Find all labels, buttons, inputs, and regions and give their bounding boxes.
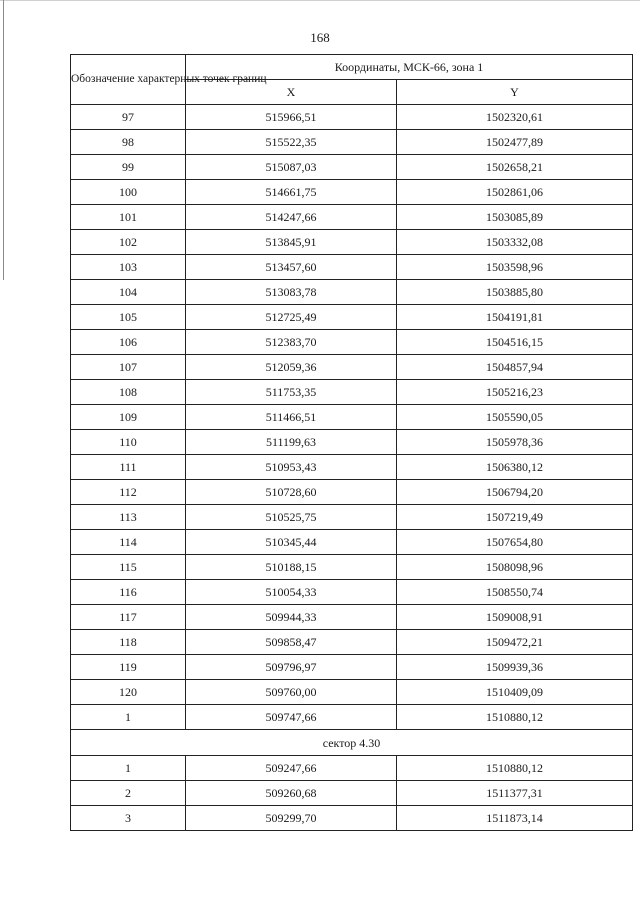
cell-x: 511753,35	[186, 380, 397, 405]
header-coordinates-group: Координаты, МСК-66, зона 1	[186, 55, 633, 80]
cell-point: 106	[71, 330, 186, 355]
cell-x: 509760,00	[186, 680, 397, 705]
table-body-section	[71, 756, 633, 831]
table-body-main	[71, 105, 633, 730]
cell-x: 510188,15	[186, 555, 397, 580]
cell-point: 112	[71, 480, 186, 505]
cell-y: 1507219,49	[397, 505, 633, 530]
cell-y: 1510880,12	[397, 705, 633, 730]
cell-y: 1505216,23	[397, 380, 633, 405]
cell-x: 513457,60	[186, 255, 397, 280]
table-row	[71, 155, 633, 180]
cell-y: 1511377,31	[397, 781, 633, 806]
cell-y: 1510880,12	[397, 756, 633, 781]
cell-x: 514661,75	[186, 180, 397, 205]
cell-x: 512383,70	[186, 330, 397, 355]
cell-point: 111	[71, 455, 186, 480]
cell-y: 1506794,20	[397, 480, 633, 505]
table-row	[71, 305, 633, 330]
cell-x: 509299,70	[186, 806, 397, 831]
cell-x: 509944,33	[186, 605, 397, 630]
cell-point: 114	[71, 530, 186, 555]
cell-y: 1505978,36	[397, 430, 633, 455]
table-row	[71, 355, 633, 380]
table-row	[71, 205, 633, 230]
section-row	[71, 730, 633, 756]
cell-point: 118	[71, 630, 186, 655]
cell-y: 1506380,12	[397, 455, 633, 480]
cell-point: 100	[71, 180, 186, 205]
cell-y: 1502861,06	[397, 180, 633, 205]
cell-y: 1504857,94	[397, 355, 633, 380]
cell-x: 515966,51	[186, 105, 397, 130]
coordinates-table	[70, 54, 633, 831]
table-row	[71, 655, 633, 680]
table-row	[71, 405, 633, 430]
cell-point: 3	[71, 806, 186, 831]
table-row	[71, 230, 633, 255]
cell-point: 119	[71, 655, 186, 680]
cell-y: 1503332,08	[397, 230, 633, 255]
cell-y: 1502320,61	[397, 105, 633, 130]
cell-y: 1508098,96	[397, 555, 633, 580]
table-row	[71, 280, 633, 305]
cell-y: 1502658,21	[397, 155, 633, 180]
table-row	[71, 630, 633, 655]
cell-point: 105	[71, 305, 186, 330]
section-divider	[71, 730, 633, 756]
cell-point: 120	[71, 680, 186, 705]
table-row	[71, 605, 633, 630]
table-row	[71, 180, 633, 205]
cell-y: 1502477,89	[397, 130, 633, 155]
cell-x: 510054,33	[186, 580, 397, 605]
cell-x: 510728,60	[186, 480, 397, 505]
table-row	[71, 756, 633, 781]
table-row	[71, 530, 633, 555]
table-row	[71, 130, 633, 155]
cell-point: 1	[71, 705, 186, 730]
cell-y: 1503085,89	[397, 205, 633, 230]
table-row	[71, 555, 633, 580]
table-row	[71, 330, 633, 355]
cell-x: 509247,66	[186, 756, 397, 781]
table-row	[71, 680, 633, 705]
table-row	[71, 806, 633, 831]
cell-point: 104	[71, 280, 186, 305]
cell-y: 1504191,81	[397, 305, 633, 330]
cell-point: 109	[71, 405, 186, 430]
cell-x: 514247,66	[186, 205, 397, 230]
cell-point: 110	[71, 430, 186, 455]
cell-x: 513845,91	[186, 230, 397, 255]
cell-y: 1509472,21	[397, 630, 633, 655]
table-row	[71, 380, 633, 405]
cell-y: 1507654,80	[397, 530, 633, 555]
cell-x: 513083,78	[186, 280, 397, 305]
cell-x: 515087,03	[186, 155, 397, 180]
cell-point: 117	[71, 605, 186, 630]
cell-point: 102	[71, 230, 186, 255]
cell-x: 512059,36	[186, 355, 397, 380]
table-row	[71, 105, 633, 130]
cell-point: 1	[71, 756, 186, 781]
cell-point: 108	[71, 380, 186, 405]
cell-y: 1511873,14	[397, 806, 633, 831]
cell-y: 1510409,09	[397, 680, 633, 705]
table-row	[71, 580, 633, 605]
cell-y: 1509939,36	[397, 655, 633, 680]
cell-y: 1509008,91	[397, 605, 633, 630]
cell-x: 512725,49	[186, 305, 397, 330]
cell-x: 510525,75	[186, 505, 397, 530]
cell-point: 115	[71, 555, 186, 580]
cell-point: 99	[71, 155, 186, 180]
cell-point: 2	[71, 781, 186, 806]
cell-x: 511466,51	[186, 405, 397, 430]
cell-point: 103	[71, 255, 186, 280]
table-row	[71, 505, 633, 530]
table-header	[71, 55, 633, 105]
cell-point: 116	[71, 580, 186, 605]
cell-y: 1508550,74	[397, 580, 633, 605]
header-designation: Обозначение характерных точек границ	[71, 55, 186, 105]
cell-y: 1503885,80	[397, 280, 633, 305]
cell-x: 511199,63	[186, 430, 397, 455]
table-row	[71, 455, 633, 480]
cell-point: 113	[71, 505, 186, 530]
cell-x: 509858,47	[186, 630, 397, 655]
cell-x: 509796,97	[186, 655, 397, 680]
cell-y: 1504516,15	[397, 330, 633, 355]
cell-point: 98	[71, 130, 186, 155]
cell-y: 1505590,05	[397, 405, 633, 430]
cell-point: 107	[71, 355, 186, 380]
table-row	[71, 430, 633, 455]
cell-x: 509260,68	[186, 781, 397, 806]
page-top-edge	[0, 0, 640, 1]
cell-x: 509747,66	[186, 705, 397, 730]
cell-x: 510345,44	[186, 530, 397, 555]
section-label: сектор 4.30	[71, 730, 633, 756]
table-row	[71, 705, 633, 730]
table-row	[71, 480, 633, 505]
header-y: Y	[397, 80, 633, 105]
table-row	[71, 781, 633, 806]
table-row	[71, 255, 633, 280]
cell-point: 101	[71, 205, 186, 230]
cell-x: 515522,35	[186, 130, 397, 155]
cell-x: 510953,43	[186, 455, 397, 480]
cell-point: 97	[71, 105, 186, 130]
cell-y: 1503598,96	[397, 255, 633, 280]
page-number: 168	[310, 30, 330, 45]
header-x: X	[186, 80, 397, 105]
